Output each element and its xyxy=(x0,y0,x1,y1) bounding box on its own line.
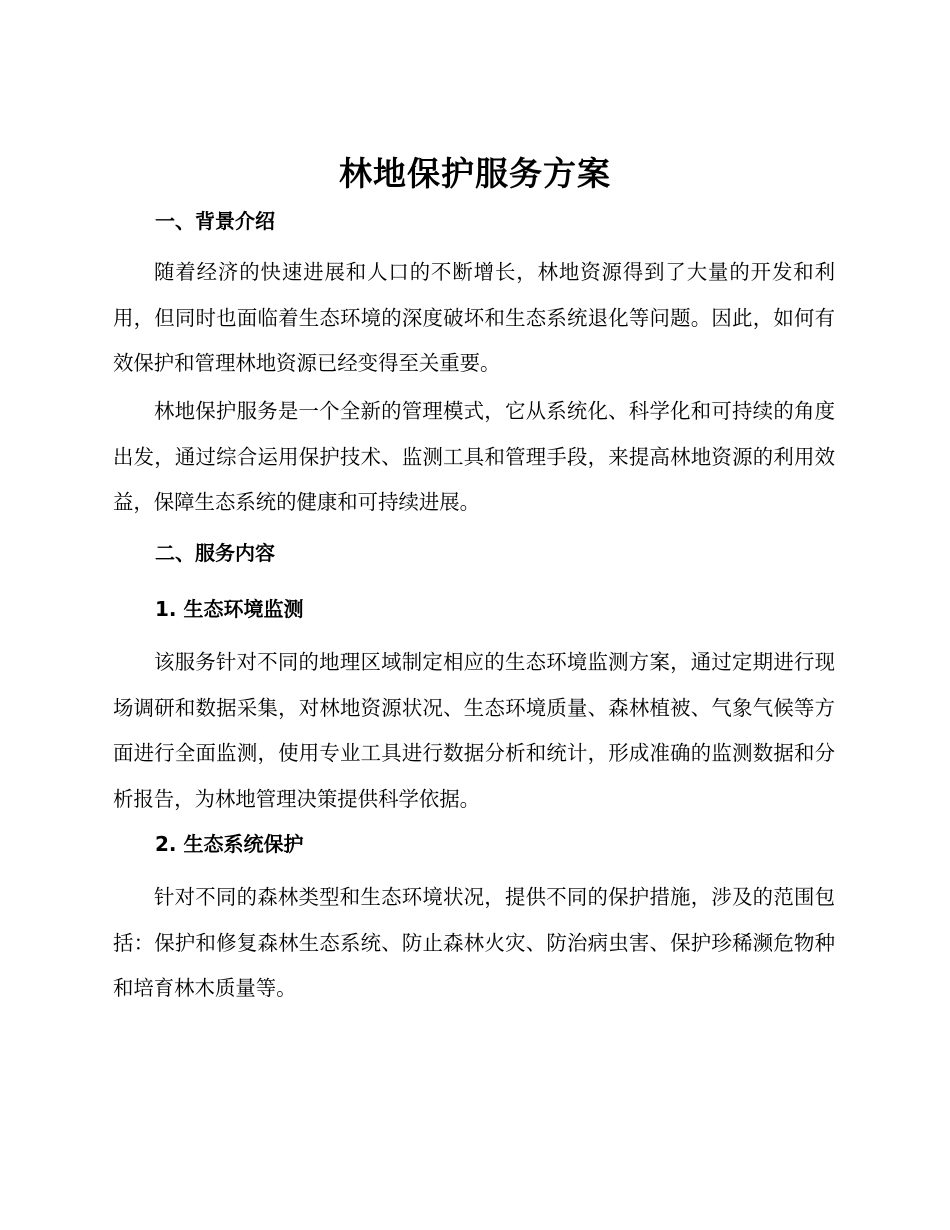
subsection-heading-eco-monitoring: 1. 生态环境监测 xyxy=(155,597,304,621)
ecosystem-protection-paragraph: 针对不同的森林类型和生态环境状况，提供不同的保护措施，涉及的范围包括：保护和修复森林生态系统、防止森林火灾、防治病虫害、保护珍稀濒危物种和培育林木质量等。 xyxy=(113,885,835,1000)
background-paragraph-2: 林地保护服务是一个全新的管理模式，它从系统化、科学化和可持续的角度出发，通过综合运用保护技术、监测工具和管理手段，来提高林地资源的利用效益，保障生态系统的健康和可持续进展。 xyxy=(113,399,835,514)
subsection-heading-ecosystem-protection: 2. 生态系统保护 xyxy=(155,832,304,856)
section-heading-background: 一、背景介绍 xyxy=(155,209,275,233)
background-paragraph-1: 随着经济的快速进展和人口的不断增长，林地资源得到了大量的开发和利用，但同时也面临着生态环境的深度破坏和生态系统退化等问题。因此，如何有效保护和管理林地资源已经变得至关重要。 xyxy=(113,260,835,375)
section-heading-service-content: 二、服务内容 xyxy=(155,541,275,565)
eco-monitoring-paragraph: 该服务针对不同的地理区域制定相应的生态环境监测方案，通过定期进行现场调研和数据采集，对林地资源状况、生态环境质量、森林植被、气象气候等方面进行全面监测，使用专业工具进行数据分析和统计，形成准确的监测数据和分析报告，为林地管理决策提供科学依据。 xyxy=(113,650,835,811)
document-title: 林地保护服务方案 xyxy=(339,154,611,193)
